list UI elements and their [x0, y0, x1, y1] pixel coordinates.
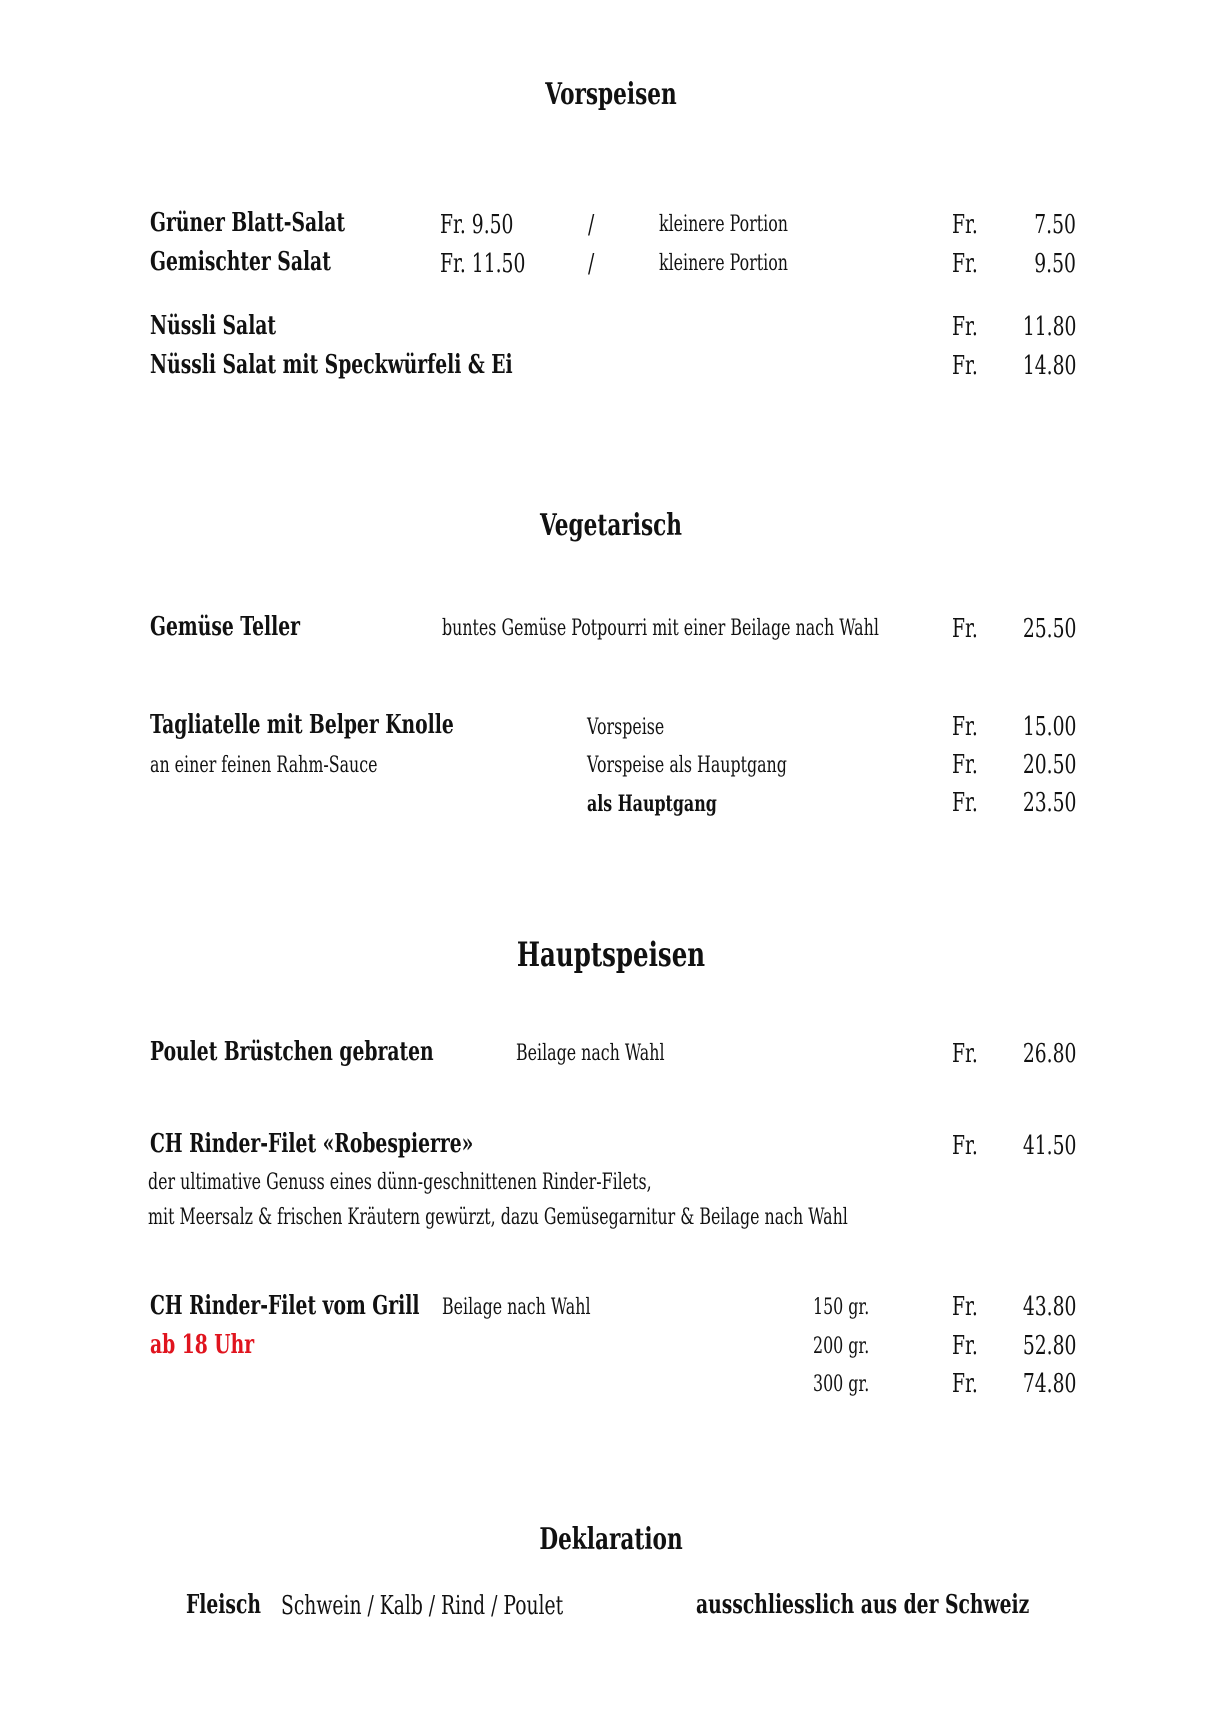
declaration-label: Fleisch: [186, 1590, 261, 1620]
item-description: Beilage nach Wahl: [516, 1041, 665, 1066]
portion-weight: 200 gr.: [813, 1334, 870, 1359]
currency-label: Fr.: [952, 788, 978, 818]
option-label: als Hauptgang: [587, 791, 717, 817]
item-name: CH Rinder-Filet «Robespierre»: [150, 1129, 474, 1159]
currency-label: Fr.: [952, 1131, 978, 1161]
item-amount: 9.50: [1034, 249, 1076, 279]
currency-label: Fr.: [952, 1292, 978, 1322]
item-description: an einer feinen Rahm-Sauce: [150, 753, 378, 778]
currency-label: Fr.: [952, 614, 978, 644]
currency-label: Fr.: [952, 312, 978, 342]
section-title-vorspeisen: Vorspeisen: [545, 77, 677, 112]
item-amount: 20.50: [1022, 750, 1076, 780]
item-amount: 7.50: [1034, 210, 1076, 240]
currency-label: Fr.: [952, 1369, 978, 1399]
section-title-vegetarisch: Vegetarisch: [540, 508, 682, 543]
currency-label: Fr.: [952, 351, 978, 381]
availability-note: ab 18 Uhr: [150, 1330, 255, 1360]
item-description: Beilage nach Wahl: [442, 1295, 591, 1320]
item-description: mit Meersalz & frischen Kräutern gewürzt, dazu Gemüsegarnitur & Beilage nach Wahl: [148, 1205, 848, 1230]
section-title-hauptspeisen: Hauptspeisen: [516, 935, 706, 975]
portion-weight: 300 gr.: [813, 1372, 870, 1397]
item-amount: 41.50: [1022, 1131, 1076, 1161]
item-amount: 14.80: [1022, 351, 1076, 381]
item-name: CH Rinder-Filet vom Grill: [150, 1291, 420, 1321]
item-price: Fr. 9.50: [440, 210, 514, 240]
currency-label: Fr.: [952, 210, 978, 240]
price-separator: /: [588, 249, 595, 279]
item-name: Gemüse Teller: [150, 612, 300, 642]
currency-label: Fr.: [952, 1331, 978, 1361]
item-name: Grüner Blatt-Salat: [150, 208, 346, 238]
item-amount: 26.80: [1022, 1039, 1076, 1069]
item-note: kleinere Portion: [659, 212, 788, 237]
item-amount: 15.00: [1022, 712, 1076, 742]
currency-label: Fr.: [952, 712, 978, 742]
item-amount: 43.80: [1022, 1292, 1076, 1322]
item-description: der ultimative Genuss eines dünn-geschnittenen Rinder-Filets,: [148, 1170, 652, 1195]
meat-types: Schwein / Kalb / Rind / Poulet: [281, 1591, 564, 1621]
currency-label: Fr.: [952, 750, 978, 780]
item-amount: 74.80: [1022, 1369, 1076, 1399]
item-amount: 25.50: [1022, 614, 1076, 644]
item-name: Poulet Brüstchen gebraten: [150, 1037, 434, 1067]
item-amount: 23.50: [1022, 788, 1076, 818]
item-amount: 52.80: [1022, 1331, 1076, 1361]
option-label: Vorspeise: [587, 715, 665, 740]
item-amount: 11.80: [1022, 312, 1076, 342]
currency-label: Fr.: [952, 249, 978, 279]
portion-weight: 150 gr.: [813, 1295, 870, 1320]
item-note: kleinere Portion: [659, 251, 788, 276]
meat-origin: ausschliesslich aus der Schweiz: [696, 1590, 1030, 1620]
item-name: Nüssli Salat: [150, 311, 277, 341]
item-name: Gemischter Salat: [150, 247, 331, 277]
price-separator: /: [588, 210, 595, 240]
option-label: Vorspeise als Hauptgang: [587, 753, 787, 778]
section-title-deklaration: Deklaration: [539, 1522, 683, 1557]
item-name: Nüssli Salat mit Speckwürfeli & Ei: [150, 350, 513, 380]
item-price: Fr. 11.50: [440, 249, 526, 279]
item-description: buntes Gemüse Potpourri mit einer Beilage nach Wahl: [442, 616, 879, 641]
item-name: Tagliatelle mit Belper Knolle: [150, 710, 454, 740]
currency-label: Fr.: [952, 1039, 978, 1069]
